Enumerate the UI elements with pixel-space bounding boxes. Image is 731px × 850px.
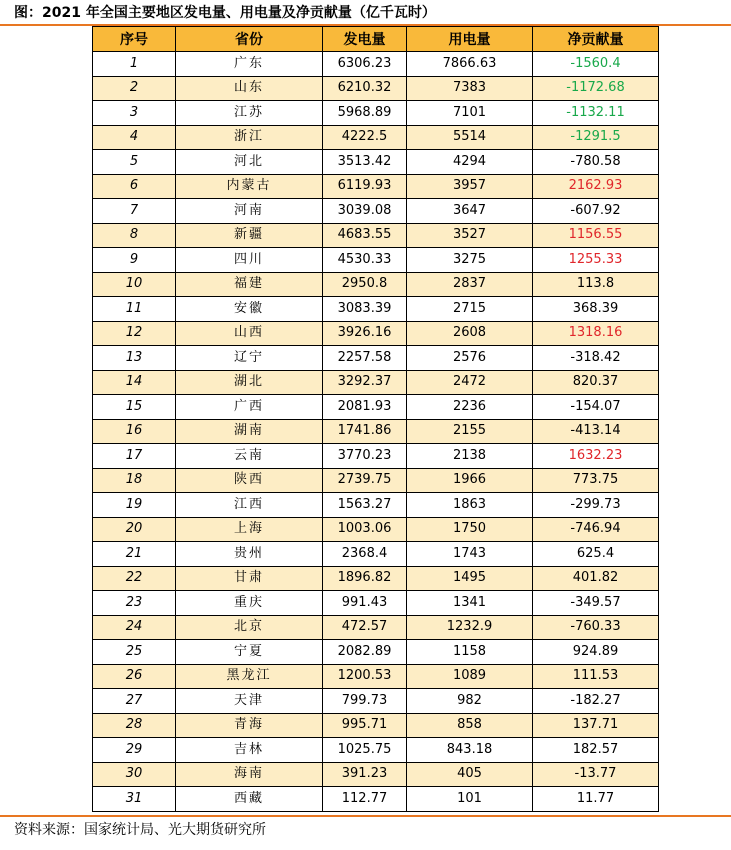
table-row (93, 125, 659, 150)
row-generation: 3292.37 (323, 370, 407, 395)
row-generation: 6119.93 (323, 174, 407, 199)
table-row (93, 199, 659, 224)
row-province: 内蒙古 (176, 174, 323, 199)
row-province: 湖南 (176, 419, 323, 444)
row-generation: 1741.86 (323, 419, 407, 444)
row-index: 5 (93, 150, 176, 175)
row-province: 陕西 (176, 468, 323, 493)
row-consumption: 1750 (407, 517, 533, 542)
row-net-contribution: -299.73 (533, 493, 659, 518)
row-generation: 3926.16 (323, 321, 407, 346)
row-generation: 2950.8 (323, 272, 407, 297)
row-net-contribution: 1255.33 (533, 248, 659, 273)
table-row (93, 76, 659, 101)
row-net-contribution: -760.33 (533, 615, 659, 640)
row-index: 24 (93, 615, 176, 640)
table-row (93, 738, 659, 763)
row-province: 河南 (176, 199, 323, 224)
row-net-contribution: 820.37 (533, 370, 659, 395)
row-generation: 4683.55 (323, 223, 407, 248)
table-row (93, 517, 659, 542)
row-province: 重庆 (176, 591, 323, 616)
row-index: 25 (93, 640, 176, 665)
row-generation: 472.57 (323, 615, 407, 640)
table-row (93, 272, 659, 297)
row-generation: 5968.89 (323, 101, 407, 126)
row-province: 贵州 (176, 542, 323, 567)
row-consumption: 1089 (407, 664, 533, 689)
row-generation: 2739.75 (323, 468, 407, 493)
row-index: 16 (93, 419, 176, 444)
row-net-contribution: -154.07 (533, 395, 659, 420)
row-net-contribution: -607.92 (533, 199, 659, 224)
table-row (93, 223, 659, 248)
row-net-contribution: -746.94 (533, 517, 659, 542)
row-index: 14 (93, 370, 176, 395)
row-net-contribution: -13.77 (533, 762, 659, 787)
row-index: 20 (93, 517, 176, 542)
row-net-contribution: 137.71 (533, 713, 659, 738)
row-index: 23 (93, 591, 176, 616)
row-province: 云南 (176, 444, 323, 469)
row-net-contribution: 2162.93 (533, 174, 659, 199)
row-index: 13 (93, 346, 176, 371)
table-row (93, 174, 659, 199)
table-row (93, 689, 659, 714)
row-province: 江苏 (176, 101, 323, 126)
row-province: 上海 (176, 517, 323, 542)
row-net-contribution: 368.39 (533, 297, 659, 322)
row-consumption: 1158 (407, 640, 533, 665)
row-consumption: 843.18 (407, 738, 533, 763)
row-province: 安徽 (176, 297, 323, 322)
row-province: 吉林 (176, 738, 323, 763)
row-index: 9 (93, 248, 176, 273)
row-province: 辽宁 (176, 346, 323, 371)
row-generation: 3770.23 (323, 444, 407, 469)
row-generation: 2082.89 (323, 640, 407, 665)
row-index: 2 (93, 76, 176, 101)
row-generation: 1200.53 (323, 664, 407, 689)
row-province: 新疆 (176, 223, 323, 248)
table-row (93, 615, 659, 640)
row-net-contribution: 1318.16 (533, 321, 659, 346)
header-consumption: 用电量 (407, 27, 533, 52)
row-province: 北京 (176, 615, 323, 640)
table-row (93, 150, 659, 175)
row-province: 四川 (176, 248, 323, 273)
table-row (93, 297, 659, 322)
table-row (93, 566, 659, 591)
table-row (93, 664, 659, 689)
row-net-contribution: 113.8 (533, 272, 659, 297)
row-consumption: 3275 (407, 248, 533, 273)
row-net-contribution: -1291.5 (533, 125, 659, 150)
row-net-contribution: -1172.68 (533, 76, 659, 101)
row-index: 7 (93, 199, 176, 224)
row-index: 12 (93, 321, 176, 346)
table-row (93, 101, 659, 126)
row-index: 27 (93, 689, 176, 714)
row-index: 1 (93, 52, 176, 77)
row-net-contribution: 401.82 (533, 566, 659, 591)
table-row (93, 591, 659, 616)
table-row (93, 248, 659, 273)
row-generation: 6210.32 (323, 76, 407, 101)
row-generation: 4222.5 (323, 125, 407, 150)
row-province: 浙江 (176, 125, 323, 150)
row-generation: 1563.27 (323, 493, 407, 518)
row-province: 广西 (176, 395, 323, 420)
row-consumption: 1341 (407, 591, 533, 616)
row-index: 10 (93, 272, 176, 297)
row-net-contribution: 773.75 (533, 468, 659, 493)
row-net-contribution: 111.53 (533, 664, 659, 689)
row-net-contribution: 182.57 (533, 738, 659, 763)
table-row (93, 321, 659, 346)
row-consumption: 5514 (407, 125, 533, 150)
header-net-contribution: 净贡献量 (533, 27, 659, 52)
row-consumption: 2155 (407, 419, 533, 444)
row-generation: 1896.82 (323, 566, 407, 591)
header-province: 省份 (176, 27, 323, 52)
row-net-contribution: 11.77 (533, 787, 659, 812)
table-row (93, 468, 659, 493)
row-consumption: 4294 (407, 150, 533, 175)
row-consumption: 405 (407, 762, 533, 787)
row-net-contribution: -780.58 (533, 150, 659, 175)
row-consumption: 2576 (407, 346, 533, 371)
row-index: 21 (93, 542, 176, 567)
row-province: 黑龙江 (176, 664, 323, 689)
row-province: 甘肃 (176, 566, 323, 591)
row-generation: 2081.93 (323, 395, 407, 420)
power-table (92, 26, 659, 812)
table-row (93, 493, 659, 518)
row-index: 3 (93, 101, 176, 126)
row-generation: 1025.75 (323, 738, 407, 763)
row-net-contribution: -1132.11 (533, 101, 659, 126)
row-province: 广东 (176, 52, 323, 77)
row-consumption: 3527 (407, 223, 533, 248)
row-index: 4 (93, 125, 176, 150)
row-province: 海南 (176, 762, 323, 787)
row-net-contribution: -1560.4 (533, 52, 659, 77)
row-consumption: 3957 (407, 174, 533, 199)
row-generation: 3083.39 (323, 297, 407, 322)
row-generation: 6306.23 (323, 52, 407, 77)
footer-divider (0, 815, 731, 817)
row-province: 福建 (176, 272, 323, 297)
row-net-contribution: 1156.55 (533, 223, 659, 248)
row-generation: 2257.58 (323, 346, 407, 371)
row-consumption: 2472 (407, 370, 533, 395)
row-net-contribution: -182.27 (533, 689, 659, 714)
row-consumption: 1863 (407, 493, 533, 518)
row-consumption: 7383 (407, 76, 533, 101)
row-consumption: 1495 (407, 566, 533, 591)
row-generation: 2368.4 (323, 542, 407, 567)
row-province: 天津 (176, 689, 323, 714)
row-generation: 3039.08 (323, 199, 407, 224)
row-index: 19 (93, 493, 176, 518)
row-consumption: 7101 (407, 101, 533, 126)
row-net-contribution: -413.14 (533, 419, 659, 444)
row-index: 11 (93, 297, 176, 322)
table-row (93, 52, 659, 77)
row-consumption: 2138 (407, 444, 533, 469)
figure-title: 图：2021 年全国主要地区发电量、用电量及净贡献量（亿千瓦时） (14, 5, 436, 21)
table-row (93, 542, 659, 567)
row-net-contribution: 625.4 (533, 542, 659, 567)
table-row (93, 762, 659, 787)
row-province: 青海 (176, 713, 323, 738)
source-note: 资料来源：国家统计局、光大期货研究所 (14, 822, 266, 838)
row-net-contribution: 924.89 (533, 640, 659, 665)
row-consumption: 982 (407, 689, 533, 714)
row-generation: 995.71 (323, 713, 407, 738)
row-net-contribution: -349.57 (533, 591, 659, 616)
row-index: 28 (93, 713, 176, 738)
row-province: 河北 (176, 150, 323, 175)
row-generation: 1003.06 (323, 517, 407, 542)
row-index: 8 (93, 223, 176, 248)
table-row (93, 640, 659, 665)
row-province: 江西 (176, 493, 323, 518)
row-index: 17 (93, 444, 176, 469)
row-consumption: 2837 (407, 272, 533, 297)
row-consumption: 858 (407, 713, 533, 738)
table-row (93, 395, 659, 420)
row-consumption: 2608 (407, 321, 533, 346)
row-index: 29 (93, 738, 176, 763)
row-consumption: 1743 (407, 542, 533, 567)
row-generation: 799.73 (323, 689, 407, 714)
row-generation: 991.43 (323, 591, 407, 616)
row-province: 湖北 (176, 370, 323, 395)
row-generation: 3513.42 (323, 150, 407, 175)
table-row (93, 787, 659, 812)
row-consumption: 3647 (407, 199, 533, 224)
row-generation: 112.77 (323, 787, 407, 812)
row-province: 山西 (176, 321, 323, 346)
row-net-contribution: -318.42 (533, 346, 659, 371)
row-index: 30 (93, 762, 176, 787)
row-province: 西藏 (176, 787, 323, 812)
row-generation: 4530.33 (323, 248, 407, 273)
row-index: 22 (93, 566, 176, 591)
row-consumption: 101 (407, 787, 533, 812)
row-index: 31 (93, 787, 176, 812)
table-row (93, 346, 659, 371)
row-consumption: 2715 (407, 297, 533, 322)
row-consumption: 2236 (407, 395, 533, 420)
row-province: 山东 (176, 76, 323, 101)
table-row (93, 370, 659, 395)
row-province: 宁夏 (176, 640, 323, 665)
row-index: 15 (93, 395, 176, 420)
row-net-contribution: 1632.23 (533, 444, 659, 469)
table-header-row (93, 27, 659, 52)
row-index: 18 (93, 468, 176, 493)
table-body (93, 52, 659, 812)
row-index: 26 (93, 664, 176, 689)
table-row (93, 713, 659, 738)
table-row (93, 444, 659, 469)
row-consumption: 7866.63 (407, 52, 533, 77)
header-generation: 发电量 (323, 27, 407, 52)
row-index: 6 (93, 174, 176, 199)
header-index: 序号 (93, 27, 176, 52)
row-consumption: 1966 (407, 468, 533, 493)
row-generation: 391.23 (323, 762, 407, 787)
table-row (93, 419, 659, 444)
row-consumption: 1232.9 (407, 615, 533, 640)
